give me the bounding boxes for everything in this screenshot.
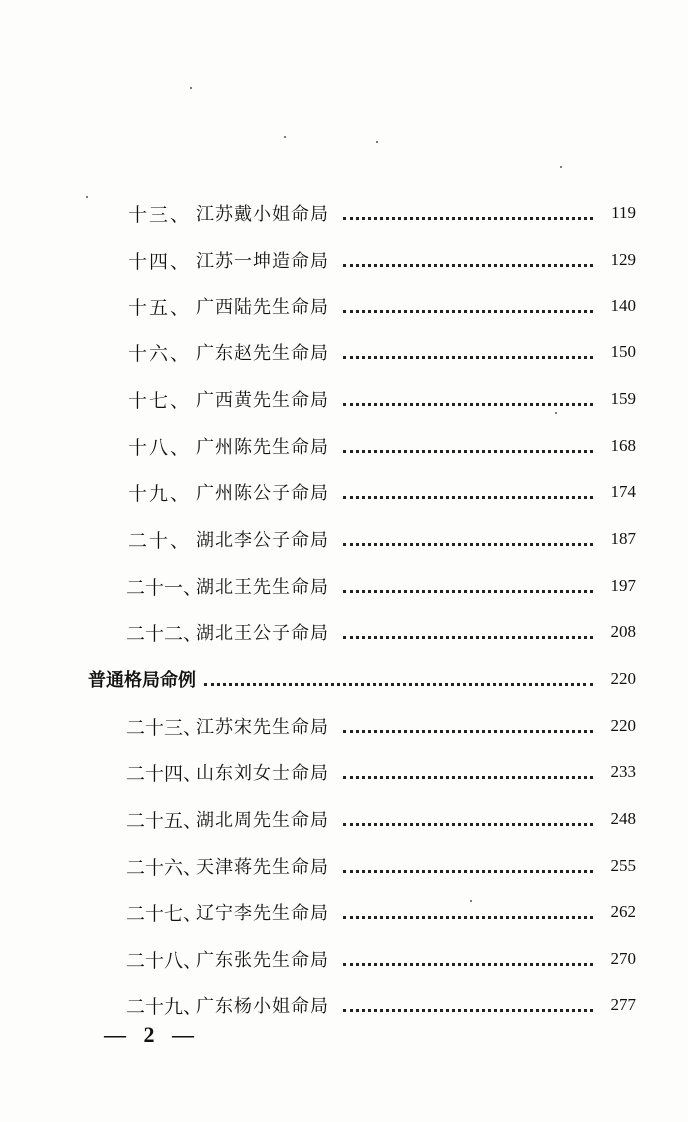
toc-entry-number: 十五、 [128, 296, 192, 319]
toc-entry-title: 湖北王先生命局 [196, 577, 329, 598]
toc-entry-number: 二十、 [128, 529, 192, 552]
toc-entry-title: 广西黄先生命局 [196, 390, 329, 411]
toc-entry-number: 二十九、 [126, 995, 203, 1018]
toc-dot-leader [343, 728, 593, 733]
toc-entry-title: 广东赵先生命局 [196, 343, 329, 364]
toc-entry-page: 140 [610, 296, 636, 315]
toc-entry [0, 897, 688, 927]
toc-entry-number: 十四、 [128, 250, 192, 273]
toc-entry-title: 广东杨小姐命局 [196, 996, 329, 1017]
toc-entry-number: 二十三、 [126, 716, 203, 739]
toc-entry-page: 255 [610, 856, 636, 875]
toc-entry-title: 江苏一坤造命局 [196, 251, 329, 272]
toc-entry-page: 248 [610, 809, 636, 828]
toc-entry-page: 187 [610, 529, 636, 548]
toc-entry-page: 277 [610, 995, 636, 1014]
toc-section-page: 220 [610, 669, 636, 688]
toc-entry [0, 524, 688, 554]
toc-entry-page: 129 [610, 250, 636, 269]
toc-entry-number: 十七、 [128, 389, 192, 412]
toc-entry-number: 十三、 [128, 203, 192, 226]
toc-dot-leader [343, 821, 593, 826]
toc-dot-leader [343, 215, 593, 220]
toc-dot-leader [343, 541, 593, 546]
toc-entry-page: 150 [610, 342, 636, 361]
toc-entry-title: 湖北王公子命局 [196, 623, 329, 644]
toc-entry-page: 119 [611, 203, 636, 222]
toc-dot-leader [343, 634, 593, 639]
toc-dot-leader [204, 681, 593, 686]
toc-entry-page: 262 [610, 902, 636, 921]
toc-entry [0, 571, 688, 601]
toc-entry [0, 431, 688, 461]
page-number-folio: — 2 — [104, 1022, 200, 1047]
toc-entry-title: 广东张先生命局 [196, 950, 329, 971]
toc-entry-title: 辽宁李先生命局 [196, 903, 329, 924]
toc-entry-page: 220 [610, 716, 636, 735]
toc-entry-number: 二十七、 [126, 902, 203, 925]
toc-entry [0, 477, 688, 507]
toc-dot-leader [343, 401, 593, 406]
toc-entry [0, 757, 688, 787]
toc-entry-page: 270 [610, 949, 636, 968]
toc-dot-leader [343, 914, 593, 919]
toc-entry [0, 944, 688, 974]
toc-dot-leader [343, 961, 593, 966]
toc-dot-leader [343, 448, 593, 453]
scan-speck [190, 87, 192, 89]
toc-entry-title: 湖北周先生命局 [196, 810, 329, 831]
toc-entry [0, 198, 688, 228]
scan-speck [555, 412, 557, 414]
toc-entry-number: 二十二、 [126, 622, 203, 645]
toc-entry-number: 二十六、 [126, 856, 203, 879]
toc-entry-title: 广州陈公子命局 [196, 483, 329, 504]
toc-entry-page: 233 [610, 762, 636, 781]
toc-dot-leader [343, 1007, 593, 1012]
toc-section-title: 普通格局命例 [88, 670, 196, 691]
toc-dot-leader [343, 868, 593, 873]
toc-entry-title: 天津蒋先生命局 [196, 857, 329, 878]
toc-entry [0, 711, 688, 741]
toc-entry-title: 江苏戴小姐命局 [196, 204, 329, 225]
scan-speck [86, 196, 88, 198]
toc-entry-number: 十八、 [128, 436, 192, 459]
toc-entry [0, 291, 688, 321]
scan-speck [560, 166, 562, 168]
toc-entry [0, 245, 688, 275]
toc-dot-leader [343, 262, 593, 267]
toc-dot-leader [343, 494, 593, 499]
toc-entry-number: 二十八、 [126, 949, 203, 972]
toc-entry-number: 二十一、 [126, 576, 203, 599]
toc-entry [0, 337, 688, 367]
toc-entry-page: 208 [610, 622, 636, 641]
toc-entry-title: 江苏宋先生命局 [196, 717, 329, 738]
toc-entry [0, 617, 688, 647]
toc-entry-number: 十六、 [128, 342, 192, 365]
toc-entry-title: 湖北李公子命局 [196, 530, 329, 551]
toc-dot-leader [343, 354, 593, 359]
toc-entry [0, 851, 688, 881]
toc-dot-leader [343, 588, 593, 593]
toc-entry-page: 159 [610, 389, 636, 408]
toc-entry-number: 二十四、 [126, 762, 203, 785]
scan-speck [376, 141, 378, 143]
toc-dot-leader [343, 774, 593, 779]
toc-entry-number: 二十五、 [126, 809, 203, 832]
toc-entry-page: 174 [610, 482, 636, 501]
toc-section-heading [0, 664, 688, 694]
toc-entry-title: 广西陆先生命局 [196, 297, 329, 318]
toc-entry [0, 384, 688, 414]
toc-entry-title: 广州陈先生命局 [196, 437, 329, 458]
toc-entry-page: 197 [610, 576, 636, 595]
toc-entry [0, 990, 688, 1020]
toc-dot-leader [343, 308, 593, 313]
toc-entry [0, 804, 688, 834]
scan-speck [470, 900, 472, 902]
scan-speck [284, 136, 286, 138]
toc-entry-page: 168 [610, 436, 636, 455]
toc-entry-title: 山东刘女士命局 [196, 763, 329, 784]
toc-entry-number: 十九、 [128, 482, 192, 505]
